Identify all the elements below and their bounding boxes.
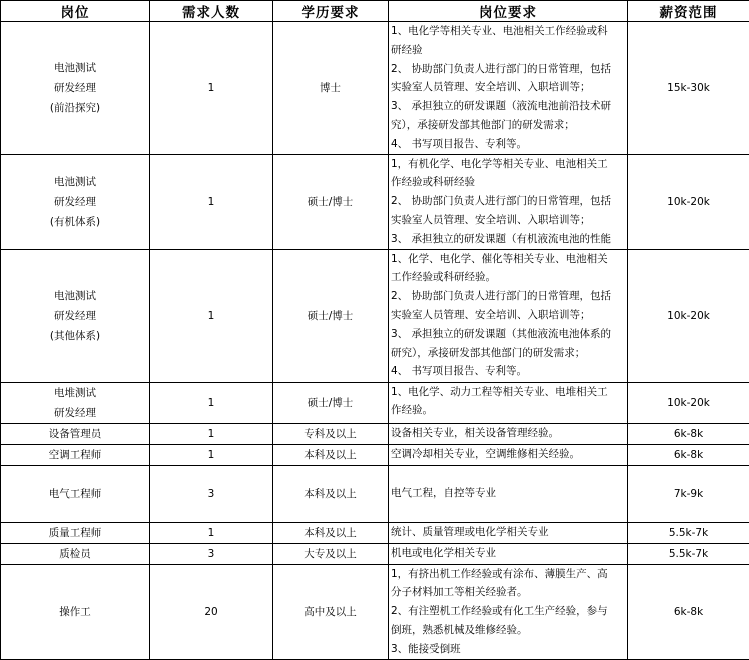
salary-cell — [628, 382, 749, 423]
header-salary: 薪资范围 — [628, 1, 749, 22]
salary-cell — [628, 249, 749, 382]
position-cell — [1, 249, 150, 382]
position-line: 操作工 — [1, 602, 149, 622]
salary-value: 5.5k-7k — [628, 523, 749, 543]
salary-cell — [628, 154, 749, 249]
requirements-cell — [389, 522, 628, 543]
header-education: 学历要求 — [273, 1, 389, 22]
salary-value: 5.5k-7k — [628, 544, 749, 564]
position-line: 研发经理 — [1, 78, 149, 98]
salary-value: 7k-9k — [628, 484, 749, 504]
position-line: 研发经理 — [1, 192, 149, 212]
position-cell — [1, 465, 150, 522]
education-value: 硕士/博士 — [273, 192, 388, 212]
requirements-cell — [389, 154, 628, 249]
requirement-line: 分子材料加工等相关经验者。 — [391, 583, 627, 602]
requirement-line: 4、 书写项目报告、专利等。 — [391, 362, 627, 381]
header-row — [1, 1, 749, 22]
requirement-line: 倒班，熟悉机械及维修经验。 — [391, 621, 627, 640]
position-line: 电池测试 — [1, 286, 149, 306]
requirements-cell — [389, 22, 628, 155]
position-cell — [1, 22, 150, 155]
requirements-cell — [389, 564, 628, 659]
headcount-cell — [150, 382, 273, 423]
education-value: 硕士/博士 — [273, 393, 388, 413]
requirement-line: 机电或电化学相关专业 — [391, 544, 627, 563]
position-line: 质量工程师 — [1, 523, 149, 543]
salary-cell — [628, 423, 749, 444]
headcount-value: 1 — [150, 78, 272, 98]
requirement-line: 2、有注塑机工作经验或有化工生产经验，参与 — [391, 602, 627, 621]
position-cell — [1, 423, 150, 444]
headcount-cell — [150, 423, 273, 444]
requirement-line: 4、 书写项目报告、专利等。 — [391, 135, 627, 154]
requirement-line: 作经验。 — [391, 401, 627, 420]
table-row — [1, 22, 749, 155]
headcount-cell — [150, 22, 273, 155]
headcount-value: 1 — [150, 192, 272, 212]
salary-cell — [628, 465, 749, 522]
education-value: 硕士/博士 — [273, 306, 388, 326]
table-row — [1, 522, 749, 543]
headcount-value: 1 — [150, 393, 272, 413]
header-position: 岗位 — [1, 1, 150, 22]
requirement-line: 工作经验或科研经验。 — [391, 268, 627, 287]
requirement-line: 1、化学、电化学、催化等相关专业、电池相关 — [391, 250, 627, 269]
table-row — [1, 249, 749, 382]
requirement-line: 2、 协助部门负责人进行部门的日常管理，包括 — [391, 60, 627, 79]
position-line: 研发经理 — [1, 403, 149, 423]
headcount-value: 1 — [150, 424, 272, 444]
requirement-line: 设备相关专业，相关设备管理经验。 — [391, 424, 627, 443]
table-row — [1, 564, 749, 659]
education-value: 高中及以上 — [273, 602, 388, 622]
requirements-cell — [389, 423, 628, 444]
education-cell — [273, 522, 389, 543]
education-cell — [273, 249, 389, 382]
headcount-value: 3 — [150, 484, 272, 504]
requirement-line: 3、 承担独立的研发课题（其他液流电池体系的 — [391, 325, 627, 344]
requirements-cell — [389, 444, 628, 465]
requirement-line: 3、 承担独立的研发课题（有机液流电池的性能 — [391, 230, 627, 249]
requirement-line: 实验室人员管理、安全培训、入职培训等； — [391, 306, 627, 325]
salary-value: 6k-8k — [628, 424, 749, 444]
header-headcount: 需求人数 — [150, 1, 273, 22]
headcount-value: 1 — [150, 445, 272, 465]
headcount-cell — [150, 249, 273, 382]
education-cell — [273, 154, 389, 249]
salary-value: 10k-20k — [628, 306, 749, 326]
requirements-cell — [389, 382, 628, 423]
requirements-cell — [389, 465, 628, 522]
position-cell — [1, 382, 150, 423]
education-cell — [273, 465, 389, 522]
table-row — [1, 444, 749, 465]
position-cell — [1, 564, 150, 659]
requirement-line: 1，有挤出机工作经验或有涂布、薄膜生产、高 — [391, 565, 627, 584]
education-value: 本科及以上 — [273, 484, 388, 504]
education-value: 博士 — [273, 78, 388, 98]
requirements-cell — [389, 543, 628, 564]
salary-value: 6k-8k — [628, 445, 749, 465]
requirement-line: 1、电化学、动力工程等相关专业、电堆相关工 — [391, 383, 627, 402]
headcount-value: 1 — [150, 523, 272, 543]
requirement-line: 作经验或科研经验 — [391, 173, 627, 192]
education-value: 本科及以上 — [273, 445, 388, 465]
position-line: 电气工程师 — [1, 484, 149, 504]
position-cell — [1, 444, 150, 465]
requirement-line: 究），承接研发部其他部门的研发需求； — [391, 116, 627, 135]
position-cell — [1, 543, 150, 564]
requirement-line: 空调冷却相关专业，空调维修相关经验。 — [391, 445, 627, 464]
table-body — [1, 22, 749, 660]
table-row — [1, 543, 749, 564]
education-cell — [273, 444, 389, 465]
position-line: 电堆测试 — [1, 383, 149, 403]
table-row — [1, 154, 749, 249]
requirement-line: 1，有机化学、电化学等相关专业、电池相关工 — [391, 155, 627, 174]
salary-value: 6k-8k — [628, 602, 749, 622]
headcount-cell — [150, 522, 273, 543]
education-value: 本科及以上 — [273, 523, 388, 543]
position-line: (有机体系) — [1, 212, 149, 232]
education-cell — [273, 382, 389, 423]
education-cell — [273, 543, 389, 564]
education-value: 大专及以上 — [273, 544, 388, 564]
requirement-line: 2、 协助部门负责人进行部门的日常管理，包括 — [391, 192, 627, 211]
requirement-line: 电气工程，自控等专业 — [391, 484, 627, 503]
salary-value: 15k-30k — [628, 78, 749, 98]
salary-cell — [628, 543, 749, 564]
position-line: 质检员 — [1, 544, 149, 564]
position-line: 电池测试 — [1, 58, 149, 78]
position-line: (其他体系) — [1, 326, 149, 346]
education-cell — [273, 564, 389, 659]
table-row — [1, 382, 749, 423]
position-line: 电池测试 — [1, 172, 149, 192]
education-cell — [273, 22, 389, 155]
requirement-line: 研经验 — [391, 41, 627, 60]
requirement-line: 统计、质量管理或电化学相关专业 — [391, 523, 627, 542]
position-cell — [1, 154, 150, 249]
table-row — [1, 465, 749, 522]
header-requirements: 岗位要求 — [389, 1, 628, 22]
salary-cell — [628, 22, 749, 155]
requirement-line: 实验室人员管理、安全培训、入职培训等； — [391, 78, 627, 97]
salary-value: 10k-20k — [628, 192, 749, 212]
headcount-cell — [150, 543, 273, 564]
salary-value: 10k-20k — [628, 393, 749, 413]
requirement-line: 2、 协助部门负责人进行部门的日常管理，包括 — [391, 287, 627, 306]
education-value: 专科及以上 — [273, 424, 388, 444]
education-cell — [273, 423, 389, 444]
position-line: 研发经理 — [1, 306, 149, 326]
requirement-line: 1、电化学等相关专业、电池相关工作经验或科 — [391, 22, 627, 41]
salary-cell — [628, 444, 749, 465]
headcount-cell — [150, 564, 273, 659]
headcount-cell — [150, 465, 273, 522]
requirement-line: 实验室人员管理、安全培训、入职培训等； — [391, 211, 627, 230]
salary-cell — [628, 564, 749, 659]
position-line: (前沿探究) — [1, 98, 149, 118]
headcount-value: 3 — [150, 544, 272, 564]
position-cell — [1, 522, 150, 543]
headcount-cell — [150, 154, 273, 249]
requirements-cell — [389, 249, 628, 382]
position-line: 设备管理员 — [1, 424, 149, 444]
headcount-cell — [150, 444, 273, 465]
requirement-line: 研究），承接研发部其他部门的研发需求； — [391, 344, 627, 363]
requirement-line: 3、能接受倒班 — [391, 640, 627, 659]
table-row — [1, 423, 749, 444]
position-line: 空调工程师 — [1, 445, 149, 465]
headcount-value: 20 — [150, 602, 272, 622]
salary-cell — [628, 522, 749, 543]
headcount-value: 1 — [150, 306, 272, 326]
requirement-line: 3、 承担独立的研发课题（液流电池前沿技术研 — [391, 97, 627, 116]
